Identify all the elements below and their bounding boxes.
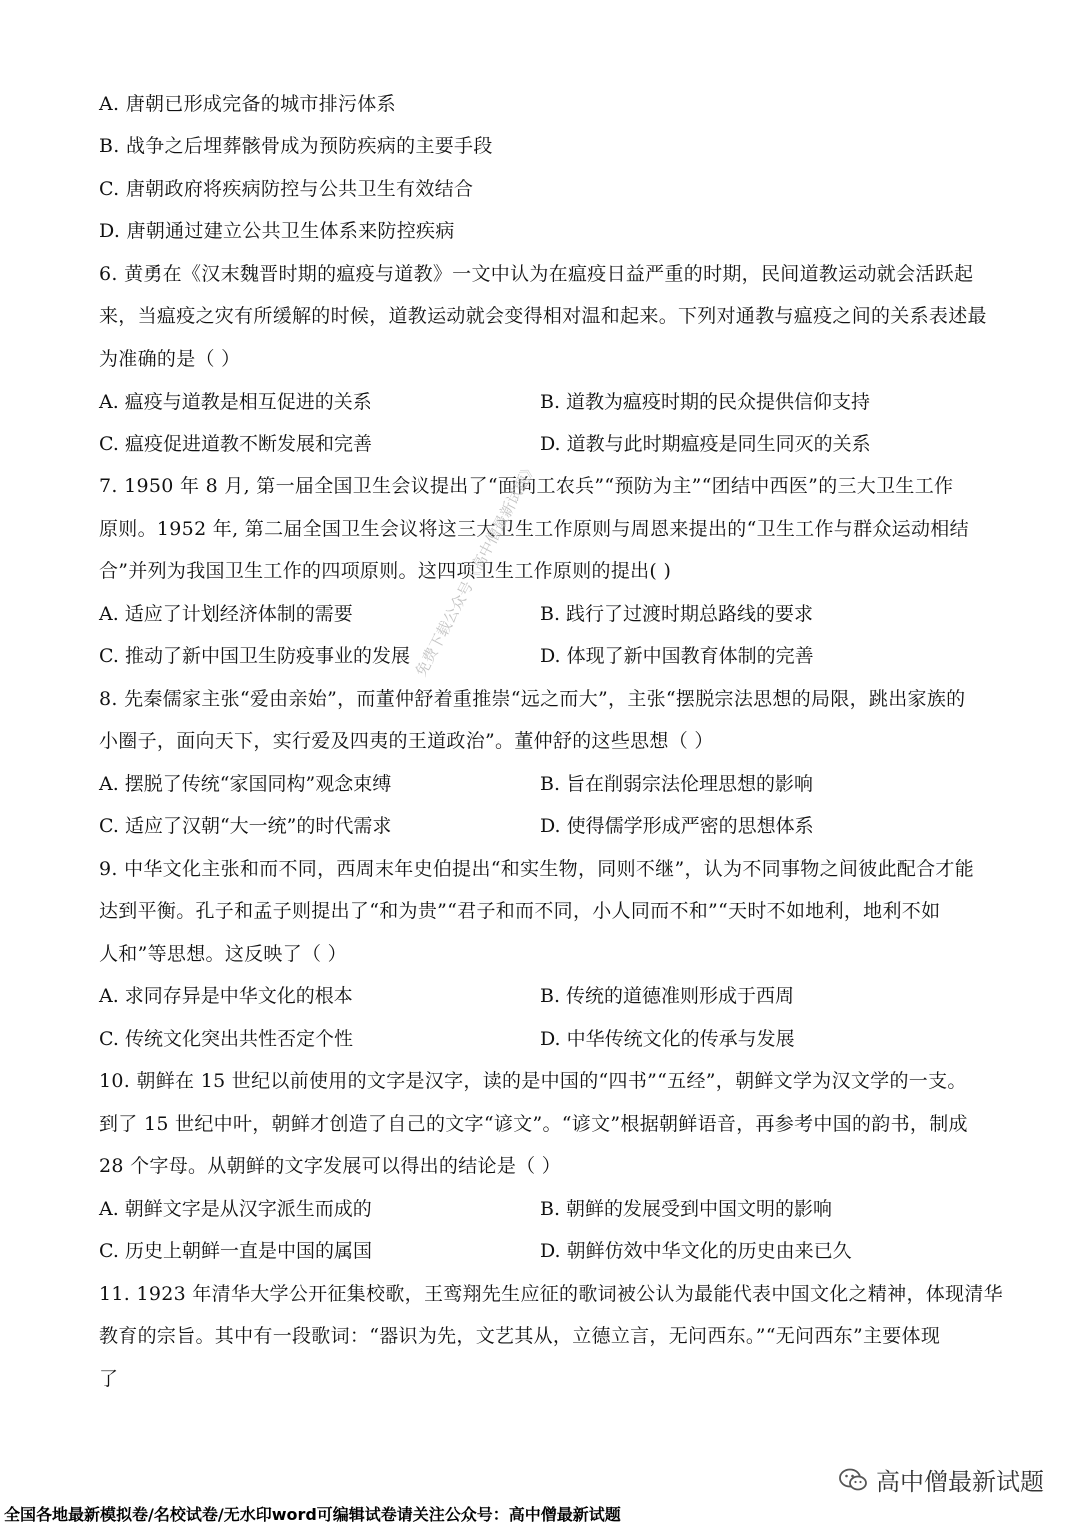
- q7-option-c: C. 推动了新中国卫生防疫事业的发展: [99, 645, 410, 667]
- q7-stem-line-2: 原则。1952 年, 第二届全国卫生会议将这三大卫生工作原则与周恩来提出的“卫生工作与群众运动相结: [99, 518, 969, 540]
- q5-option-d: D. 唐朝通过建立公共卫生体系来防控疾病: [99, 220, 455, 242]
- q6-option-b: B. 道教为瘟疫时期的民众提供信仰支持: [540, 391, 871, 413]
- q11-stem-line-1: 11. 1923 年清华大学公开征集校歌，王鸾翔先生应征的歌词被公认为最能代表中国文化之精神，体现清华: [99, 1283, 1003, 1305]
- q5-option-c: C. 唐朝政府将疾病防控与公共卫生有效结合: [99, 178, 474, 200]
- q6-stem-line-1: 6. 黄勇在《汉末魏晋时期的瘟疫与道教》一文中认为在瘟疫日益严重的时期，民间道教运动就会活跃起: [99, 263, 974, 285]
- q9-stem-line-2: 达到平衡。孔子和孟子则提出了“和为贵”“君子和而不同，小人同而不和”“天时不如地利，地利不如: [99, 900, 941, 922]
- q8-option-c: C. 适应了汉朝“大一统”的时代需求: [99, 815, 392, 837]
- q5-option-a: A. 唐朝已形成完备的城市排污体系: [99, 93, 396, 115]
- q6-stem-line-2: 来，当瘟疫之灾有所缓解的时候，道教运动就会变得相对温和起来。下列对通教与瘟疫之间的关系表述最: [99, 305, 987, 327]
- q10-stem-line-2: 到了 15 世纪中叶，朝鲜才创造了自己的文字“谚文”。“谚文”根据朝鲜语音，再参考中国的韵书，制成: [99, 1113, 968, 1135]
- wechat-icon: [838, 1467, 868, 1493]
- q10-option-d: D. 朝鲜仿效中华文化的历史由来已久: [540, 1240, 852, 1262]
- q7-stem-line-1: 7. 1950 年 8 月, 第一届全国卫生会议提出了“面向工农兵”“预防为主”“团结中西医”的三大卫生工作: [99, 475, 954, 497]
- q6-option-c: C. 瘟疫促进道教不断发展和完善: [99, 433, 372, 455]
- q7-stem-line-3: 合”并列为我国卫生工作的四项原则。这四项卫生工作原则的提出( ): [99, 560, 672, 582]
- q11-stem-line-3: 了: [99, 1368, 119, 1390]
- q6-stem-line-3: 为准确的是（ ）: [99, 348, 241, 370]
- q9-option-d: D. 中华传统文化的传承与发展: [540, 1028, 795, 1050]
- q7-option-b: B. 践行了过渡时期总路线的要求: [540, 603, 814, 625]
- q10-stem-line-3: 28 个字母。从朝鲜的文字发展可以得出的结论是（ ）: [99, 1155, 562, 1177]
- q8-option-b: B. 旨在削弱宗法伦理思想的影响: [540, 773, 814, 795]
- q10-option-c: C. 历史上朝鲜一直是中国的属国: [99, 1240, 372, 1262]
- q8-stem-line-1: 8. 先秦儒家主张“爱由亲始”，而董仲舒着重推崇“远之而大”，主张“摆脱宗法思想的局限，跳出家族的: [99, 688, 966, 710]
- q6-option-a: A. 瘟疫与道教是相互促进的关系: [99, 391, 372, 413]
- q9-stem-line-1: 9. 中华文化主张和而不同，西周末年史伯提出“和实生物，同则不继”，认为不同事物之间彼此配合才能: [99, 858, 974, 880]
- q11-stem-line-2: 教育的宗旨。其中有一段歌词：“器识为先，文艺其从，立德立言，无问西东。”“无问西东”主要体现: [99, 1325, 941, 1347]
- q7-option-d: D. 体现了新中国教育体制的完善: [540, 645, 814, 667]
- q8-option-d: D. 使得儒学形成严密的思想体系: [540, 815, 814, 837]
- q5-option-b: B. 战争之后埋葬骸骨成为预防疾病的主要手段: [99, 135, 493, 157]
- q10-stem-line-1: 10. 朝鲜在 15 世纪以前使用的文字是汉字，读的是中国的“四书”“五经”，朝鲜文学为汉文学的一支。: [99, 1070, 967, 1092]
- footer-note: 全国各地最新模拟卷/名校试卷/无水印word可编辑试卷请关注公众号：高中僧最新试题: [4, 1505, 621, 1524]
- q10-option-b: B. 朝鲜的发展受到中国文明的影响: [540, 1198, 833, 1220]
- q9-option-a: A. 求同存异是中华文化的根本: [99, 985, 353, 1007]
- q8-stem-line-2: 小圈子，面向天下，实行爱及四夷的王道政治”。董仲舒的这些思想（ ）: [99, 730, 714, 752]
- brand-logo: [838, 1462, 1044, 1497]
- watermark-text: 免费下载公众号《高中僧最新试题》: [411, 459, 541, 680]
- brand-name: 高中僧最新试题: [876, 1468, 1044, 1496]
- q6-option-d: D. 道教与此时期瘟疫是同生同灭的关系: [540, 433, 871, 455]
- q9-stem-line-3: 人和”等思想。这反映了（ ）: [99, 943, 347, 965]
- q7-option-a: A. 适应了计划经济体制的需要: [99, 603, 353, 625]
- q9-option-c: C. 传统文化突出共性否定个性: [99, 1028, 353, 1050]
- q8-option-a: A. 摆脱了传统“家国同构”观念束缚: [99, 773, 392, 795]
- q9-option-b: B. 传统的道德准则形成于西周: [540, 985, 795, 1007]
- q10-option-a: A. 朝鲜文字是从汉字派生而成的: [99, 1198, 372, 1220]
